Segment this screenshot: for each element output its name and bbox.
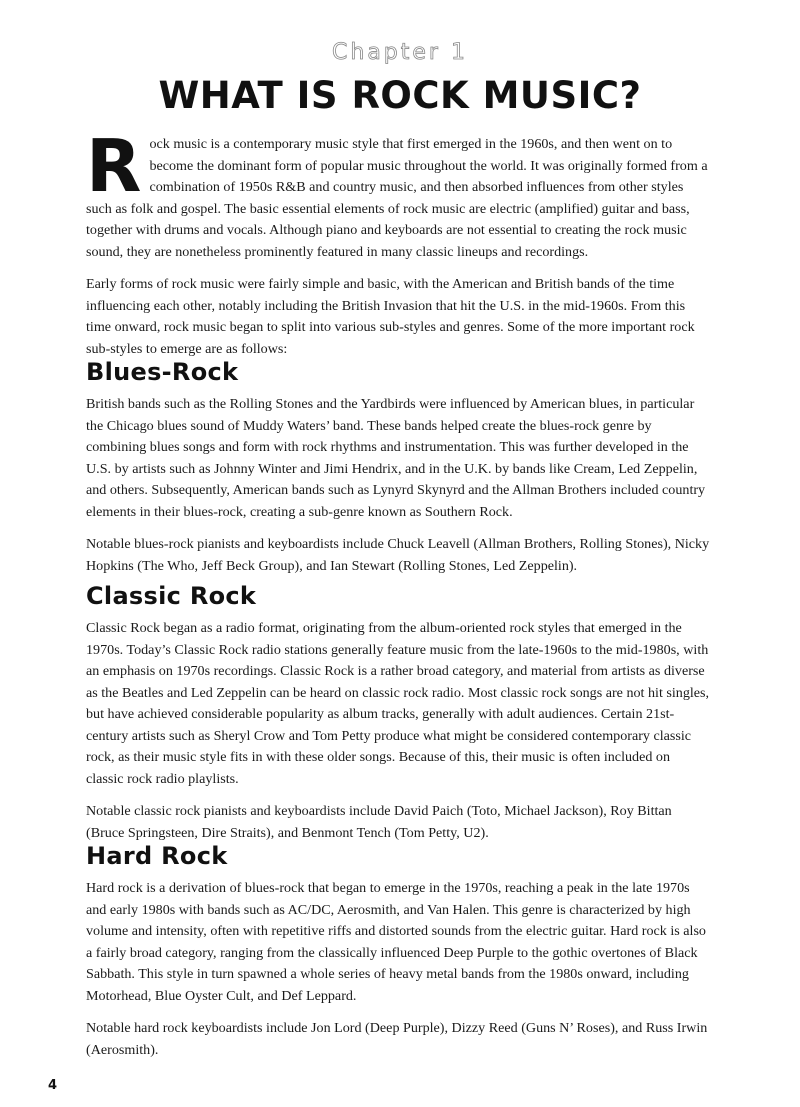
section-paragraph: Notable hard rock keyboardists include Jon Lord (Deep Purple), Dizzy Reed (Guns N’ Roses), and Russ Irwin (Aerosmith). xyxy=(86,1020,708,1058)
intro-paragraph-1-text: ock music is a contemporary music style that first emerged in the 1960s, and then went on to become the dominant form of popular music throughout the world. It was originally formed from a combination of 1950s R&B and country music, and then absorbed influences from other styles such as folk and gospel. The basic essential elements of rock music are electric (amplified) guitar and bass, together with drums and vocals. Although piano and keyboards are not essential to creating the rock music sound, they are nonetheless prominently featured in many classic lineups and recordings. xyxy=(86,136,708,260)
section-paragraph: Notable classic rock pianists and keyboardists include David Paich (Toto, Michael Jackson), Roy Bittan (Bruce Springsteen, Dire Straits), and Benmont Tench (Tom Petty, U2). xyxy=(86,803,672,841)
section-paragraph: Notable blues-rock pianists and keyboardists include Chuck Leavell (Allman Brothers, Rolling Stones), Nicky Hopkins (The Who, Jeff Beck Group), and Ian Stewart (Rolling Stones, Led Zeppelin). xyxy=(86,536,710,574)
section-hard-rock xyxy=(86,842,710,1072)
section-heading: Classic Rock xyxy=(86,582,257,610)
section-blues-rock xyxy=(86,358,710,588)
drop-cap: R xyxy=(86,124,142,208)
section-paragraph: Hard rock is a derivation of blues-rock that began to emerge in the 1970s, reaching a peak in the late 1970s and early 1980s with bands such as AC/DC, Aerosmith, and Van Halen. This genre is characterized by high volume and intensity, often with repetitive riffs and distorted sounds from the electric guitar. Hard rock is also a fairly broad category, ranging from the classically influenced Deep Purple to the gothic overtones of Black Sabbath. This style in turn spawned a whole series of heavy metal bands from the 1980s onward, including Motorhead, Blue Oyster Cult, and Def Leppard. xyxy=(86,880,706,1004)
section-classic-rock xyxy=(86,582,710,855)
intro-paragraph-2: Early forms of rock music were fairly simple and basic, with the American and British bands of the time influencing each other, notably including the British Invasion that hit the U.S. in the mid-1960s. From this time onward, rock music began to split into various sub-styles and genres. Some of the more important rock sub-styles to emerge are as follows: xyxy=(86,276,695,357)
chapter-label: Chapter 1 xyxy=(332,40,468,65)
chapter-title: WHAT IS ROCK MUSIC? xyxy=(158,74,642,117)
section-paragraph: British bands such as the Rolling Stones and the Yardbirds were influenced by American blues, in particular the Chicago blues sound of Muddy Waters’ band. These bands helped create the blues-rock genre by combining blues songs and form with rock rhythms and instrumentation. This was further developed in the U.S. by artists such as Johnny Winter and Jimi Hendrix, and in the U.K. by bands like Cream, Led Zeppelin, and others. Subsequently, American bands such as Lynyrd Skynyrd and the Allman Brothers included country elements in their blues-rock, creating a sub-genre known as Southern Rock. xyxy=(86,396,706,520)
intro-paragraph-1 xyxy=(86,124,710,263)
section-heading: Blues-Rock xyxy=(86,358,239,386)
intro-section xyxy=(86,124,710,371)
page-number: 4 xyxy=(48,1078,58,1093)
section-heading: Hard Rock xyxy=(86,842,228,870)
section-paragraph: Classic Rock began as a radio format, originating from the album-oriented rock styles that emerged in the 1970s. Today’s Classic Rock radio stations generally feature music from the late-1960s to the mid-1980s, with an emphasis on 1970s recordings. Classic Rock is a rather broad category, and material from artists as diverse as the Beatles and Led Zeppelin can be heard on classic rock radio. Most classic rock songs are not hit singles, but have achieved considerable popularity as album tracks, generally with adult audiences. Certain 21st-century artists such as Sheryl Crow and Tom Petty produce what might be considered contemporary classic rock, as their music style fits in with these older songs. Because of this, their music is often included on classic rock radio playlists. xyxy=(86,620,710,787)
